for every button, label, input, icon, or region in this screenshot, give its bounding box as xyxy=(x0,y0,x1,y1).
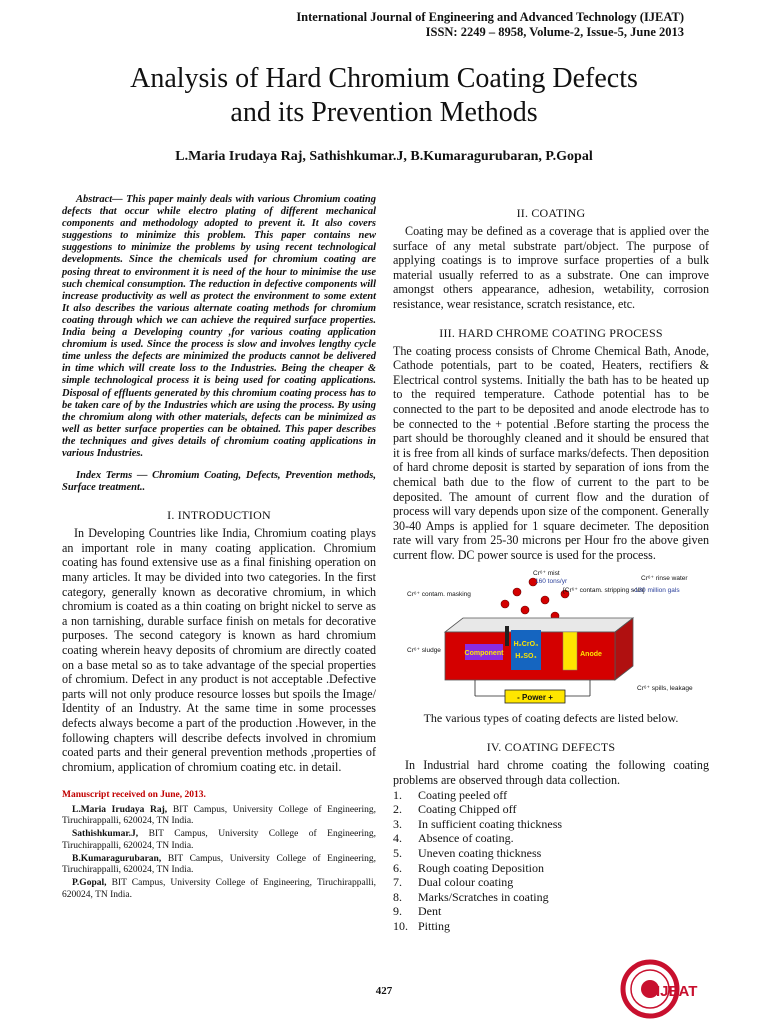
list-item xyxy=(393,817,709,832)
list-item xyxy=(393,904,709,919)
mist-droplet xyxy=(521,606,529,614)
affiliation-name: P.Gopal, xyxy=(72,878,107,889)
affiliation-text: BIT Campus, University College of Engineering, Tiruchirappalli, 620024, TN India. xyxy=(62,804,376,826)
paper-title xyxy=(0,62,768,130)
sludge-label: Cr⁶⁺ sludge xyxy=(407,647,441,655)
index-terms: Index Terms — Chromium Coating, Defects, Prevention methods, Surface treatment.. xyxy=(62,470,376,494)
bath-label-2: H₂SO₄ xyxy=(515,653,537,661)
list-item-number: 9. xyxy=(393,904,402,919)
tank-top xyxy=(445,618,633,632)
list-item-text: Coating Chipped off xyxy=(418,802,517,817)
list-item-text: Coating peeled off xyxy=(418,787,508,802)
affiliation-text: BIT Campus, University College of Engineering, Tiruchirappalli, 620024, TN India. xyxy=(62,853,376,876)
defect-list xyxy=(393,788,709,934)
mist-droplet xyxy=(501,600,509,608)
ijeat-logo xyxy=(620,956,712,1022)
list-item xyxy=(393,861,709,876)
bath-label-1: H₂CrO₄ xyxy=(513,641,539,649)
power-label: - Power + xyxy=(517,693,553,703)
section-heading-coating: II. COATING xyxy=(516,206,586,220)
list-item xyxy=(393,919,709,934)
list-item-number: 2. xyxy=(393,802,402,817)
coating-text: Coating may be defined as a coverage that is applied over the surface of any metal substrate part/object. The purpose of applying coatings is to improve surface properties of a bulk material usually referred to as a substrate. One can improve amongst others appearance, adhesion, wetability, corrosion resistance, wear resistance, scratch resistance, etc. xyxy=(393,224,709,311)
affiliation-name: B.Kumaragurubaran, xyxy=(72,853,162,864)
component-label: Component xyxy=(464,650,504,658)
list-item-text: In sufficient coating thickness xyxy=(418,816,563,831)
anode-block xyxy=(563,632,577,670)
section-heading-introduction: I. INTRODUCTION xyxy=(167,508,271,523)
logo-text: IJEAT xyxy=(656,983,698,1000)
list-item xyxy=(393,831,709,846)
contam-masking-label: Cr⁶⁺ contam. masking xyxy=(407,591,471,599)
affiliation-text: BIT Campus, University College of Engineering, Tiruchirappalli, 620024, TN India. xyxy=(62,829,376,851)
anode-label: Anode xyxy=(580,651,602,659)
affiliation-text: BIT Campus, University College of Engineering, Tiruchirappalli, 620024, TN India. xyxy=(62,878,376,900)
author-affiliation xyxy=(62,854,376,877)
list-item-text: Dent xyxy=(418,904,442,919)
list-item-text: Absence of coating. xyxy=(418,831,514,846)
defects-intro: In Industrial hard chrome coating the following coating problems are observed through data collection. xyxy=(393,758,709,788)
list-item-number: 5. xyxy=(393,846,402,861)
list-item-text: Marks/Scratches in coating xyxy=(418,889,549,904)
abstract-lead: Abstract— xyxy=(76,194,123,205)
mist-droplet xyxy=(513,588,521,596)
journal-name: International Journal of Engineering and Advanced Technology (IJEAT) xyxy=(296,10,684,24)
rinse-amount-label: ~130 million gals xyxy=(631,587,680,595)
title-line-2: and its Prevention Methods xyxy=(230,97,538,128)
list-item-text: Rough coating Deposition xyxy=(418,860,544,875)
list-item xyxy=(393,788,709,803)
list-item-text: Uneven coating thickness xyxy=(418,846,542,861)
list-item-text: Dual colour coating xyxy=(418,875,514,890)
abstract xyxy=(62,194,376,460)
list-item-text: Pitting xyxy=(418,919,451,933)
authors: L.Maria Irudaya Raj, Sathishkumar.J, B.Kumaragurubaran, P.Gopal xyxy=(175,149,593,164)
title-line-1: Analysis of Hard Chromium Coating Defects xyxy=(130,63,638,94)
list-item-number: 8. xyxy=(393,889,402,904)
section-heading-process: III. HARD CHROME COATING PROCESS xyxy=(439,325,663,340)
section-heading-defects: IV. COATING DEFECTS xyxy=(486,740,616,755)
journal-issn: ISSN: 2249 – 8958, Volume-2, Issue-5, June 2013 xyxy=(425,25,684,39)
list-item-number: 7. xyxy=(393,875,402,890)
list-item-number: 4. xyxy=(393,831,402,846)
mist-rate-label: 160 tons/yr xyxy=(535,578,568,586)
manuscript-received: Manuscript received on June, 2013. xyxy=(62,790,206,801)
manuscript-info xyxy=(62,790,376,901)
abstract-text: This paper mainly deals with various Chromium coating defects that occur while electro plating of different mechanical components and methodology adopted to prevent it. It also covers suggestions to minimize this problem. This paper contains new suggestions to minimize the problems by using recent technological developments. Since the chemicals used for chromium coating are posing threat to environment it is need of the hour to minimise the use such chemical consumption. The reduction in defective components will increase productivity as well as protect the environment to some extent It also describes the various alternate coating methods for chromium coating through which we can achieve the required surface properties. India being a Developing country ,for various coating application chromium is used. Since the process is slow and involves lengthy cycle time unless the defects are minimized the products cannot be delivered in time which will create loss to the Industries. Being the cheaper & simple technological process it is being used for coating applications. Disposal of effluents generated by this chromium coating process has to be taken care of by the Industries which are using the process. By using the chromium along with other materials, defects can be minimized as well as better surface properties can be obtained. This paper describes the techniques and gives details of chromium coating applications in various Industries. xyxy=(62,194,376,459)
list-item xyxy=(393,890,709,905)
right-column xyxy=(393,206,709,934)
affiliation-name: Sathishkumar.J, xyxy=(72,829,139,840)
rinse-label: Cr⁶⁺ rinse water xyxy=(641,575,688,583)
author-affiliation xyxy=(62,829,376,852)
introduction-text: In Developing Countries like India, Chromium coating plays an important role in many coating application. Chromium coating has found extensive use as a final finishing operation on many articles. It may be divided into two categories. In the first category, generally known as decorative chromium, in which chromium is coated as a thin coating on bright nickel to serve as a non tarnishing, durable surface finish on metals for decorative purposes. The second category is known as hard chromium coating wherein heavy deposits of chromium are directly coated on a base metal so as to take advantage of the special properties of chromium. Defect in any product is not acceptable .Defective parts will not only produce resource losses but spoils the Image/ Identity of an Industry. At the same time in some processes defects always become a part of the production .However, in the following chapters will describe defects involved in chromium coated parts and their general prevention methods ,properties of chromium, application of chromium coating etc. in detail. xyxy=(62,526,376,774)
list-item xyxy=(393,802,709,817)
journal-header xyxy=(296,10,684,40)
spills-label: Cr⁶⁺ spills, leakage xyxy=(637,685,693,693)
list-item-number: 6. xyxy=(393,860,402,875)
figure-caption: The various types of coating defects are listed below. xyxy=(423,711,679,726)
left-column xyxy=(62,194,376,903)
mist-label: Cr⁶⁺ mist xyxy=(533,570,560,578)
affiliation-name: L.Maria Irudaya Raj, xyxy=(72,804,168,815)
chrome-plating-diagram xyxy=(405,570,705,704)
author-affiliation xyxy=(62,805,376,828)
page-number: 427 xyxy=(375,985,393,997)
list-item-number: 3. xyxy=(393,816,402,831)
author-affiliation xyxy=(62,878,376,901)
hanger-bar xyxy=(505,626,509,646)
list-item-number: 10. xyxy=(393,919,408,933)
bath-block xyxy=(511,630,541,670)
mist-droplet xyxy=(541,596,549,604)
contam-stripping-label: [Cr⁶⁺ contam. stripping soln] xyxy=(563,587,645,595)
list-item-number: 1. xyxy=(393,787,402,802)
process-text: The coating process consists of Chrome Chemical Bath, Anode, Cathode potentials, part to be coated, Heaters, rectifiers & Electrical control systems. Initially the bath has to be heated up to the required temperature. Cathode potential has to be connected to the part to be deposited and anode electrode has to be connected to the + potential .Before starting the process the part should be thoroughly cleaned and it should be ensured that it is free from all kinds of surface marks/defects. Then deposition of hard chrome deposit is started by separation of ions from the chemical bath due to the flow of current to the part to be deposited. The amount of current flow and the duration of process will vary depends upon size of the component. Generally 30-40 Amps is applied for 1 square decimeter. The deposition rate will vary from 25-30 microns per Hour fro the above given current flow. DC power source is used for the process. xyxy=(393,343,709,562)
list-item xyxy=(393,846,709,861)
list-item xyxy=(393,875,709,890)
